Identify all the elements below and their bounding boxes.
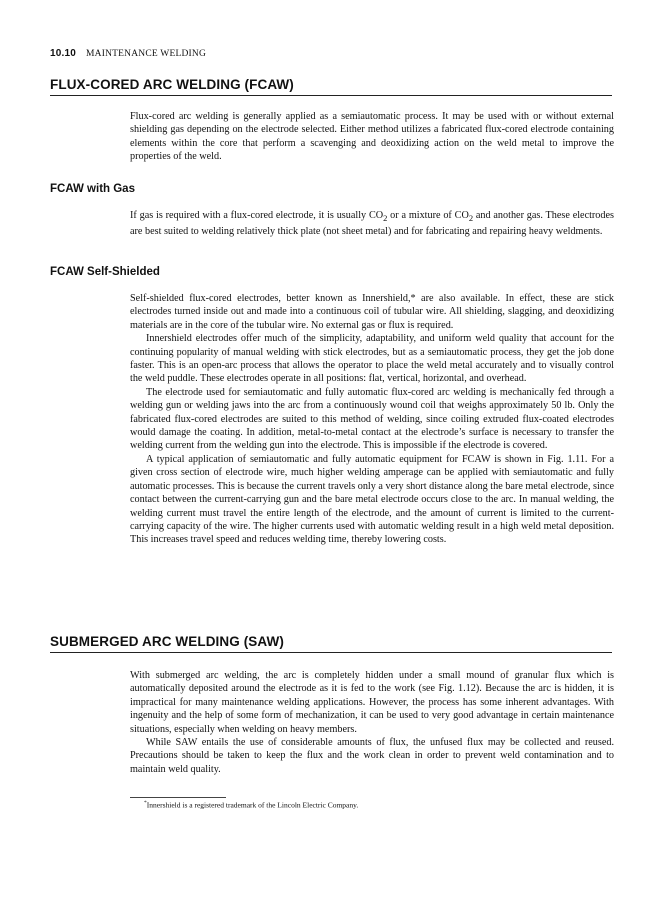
subsection-heading-with-gas: FCAW with Gas <box>50 183 135 195</box>
page-number: 10.10 <box>50 48 77 59</box>
section-title-fcaw: FLUX-CORED ARC WELDING (FCAW) <box>50 77 294 92</box>
self-shielded-body <box>130 292 614 547</box>
running-header <box>50 48 206 59</box>
section-rule <box>50 652 612 653</box>
paragraph: With submerged arc welding, the arc is completely hidden under a small mound of granular flux which is automatically deposited around the electrode as it is fed to the work (see Fig. 1.12). Because the arc is hidden, it is impractical for many maintenance welding applications. However, the process has some inherent advantages. With ingenuity and the help of some form of mechanization, it can be used to very good advantage in certain maintenance situations, especially when welding on heavy members. <box>130 670 614 735</box>
footnote-rule <box>130 797 226 798</box>
text-run: If gas is required with a flux-cored electrode, it is usually CO <box>130 210 384 221</box>
subscript: 2 <box>468 213 474 224</box>
section-heading-fcaw <box>50 77 612 92</box>
paragraph: Innershield electrodes offer much of the simplicity, adaptability, and uniform weld quality that account for the continuing popularity of manual welding with stick electrodes, but as a semiautomatic process, they get the job done faster. This is an open-arc process that allows the operator to place the weld metal accurately and to visually control the weld puddle. These electrodes operate in all positions: flat, vertical, horizontal, and overhead. <box>130 333 614 385</box>
with-gas-body <box>130 209 614 239</box>
section-title-saw: SUBMERGED ARC WELDING (SAW) <box>50 634 284 649</box>
section-rule <box>50 95 612 96</box>
fcaw-intro <box>130 110 614 164</box>
paragraph: A typical application of semiautomatic and fully automatic equipment for FCAW is shown in Fig. 1.11. For a given cross section of electrode wire, much higher welding amperage can be applied with semiautomatic and fully automatic processes. This is because the current travels only a very short distance along the bare metal electrode, since contact between the current-carrying gun and the bare metal electrode occurs close to the arc. In manual welding, the welding current must travel the entire length of the electrode, and the amount of current is limited to the current-carrying capacity of the wire. The higher currents used with automatic welding result in a high weld metal deposition. This increases travel speed and reduces welding time, thereby lowering costs. <box>130 453 614 546</box>
footnote-marker: * <box>144 800 147 806</box>
text-run: or a mixture of CO <box>387 210 469 221</box>
footnote-text: Innershield is a registered trademark of the Lincoln Electric Company. <box>146 800 359 810</box>
footnote <box>144 800 358 810</box>
paragraph: Flux-cored arc welding is generally applied as a semiautomatic process. It may be used with or without external shielding gas depending on the electrode selected. Either method utilizes a fabricated flux-cored electrode containing elements within the core that perform a scavenging and deoxidizing action on the weld metal to improve the properties of the weld. <box>130 111 614 163</box>
paragraph: Self-shielded flux-cored electrodes, better known as Innershield,* are also available. In effect, these are stick electrodes turned inside out and made into a continuous coil of tubular wire. All shielding, slagging, and deoxidizing materials are in the core of the tubular wire. No external gas or flux is required. <box>130 293 614 331</box>
saw-body <box>130 669 614 776</box>
subsection-heading-self-shielded: FCAW Self-Shielded <box>50 266 160 278</box>
paragraph: The electrode used for semiautomatic and fully automatic flux-cored arc welding is mechanically fed through a welding gun or welding jaws into the arc from a continuously wound coil that weighs approximately 50 lb. Only the fabricated flux-cored electrodes are suited to this method of welding, since coiling extruded flux-coated electrodes would damage the coating. In addition, metal-to-metal contact at the electrode’s surface is necessary to transfer the welding current from the welding gun into the electrode. This is impossible if the electrode is covered. <box>130 386 614 452</box>
paragraph: While SAW entails the use of considerable amounts of flux, the unfused flux may be collected and reused. Precautions should be taken to keep the flux and the work clean in order to prevent weld contamination and to maintain weld quality. <box>130 737 614 775</box>
paragraph <box>130 209 614 239</box>
section-heading-saw <box>50 634 612 649</box>
text-run: and another gas. These electrodes are best suited to welding relatively thick plate (not sheet metal) and for fabricating and repairing heavy weldments. <box>130 210 614 238</box>
subscript: 2 <box>383 213 388 224</box>
running-title: MAINTENANCE WELDING <box>86 49 207 59</box>
